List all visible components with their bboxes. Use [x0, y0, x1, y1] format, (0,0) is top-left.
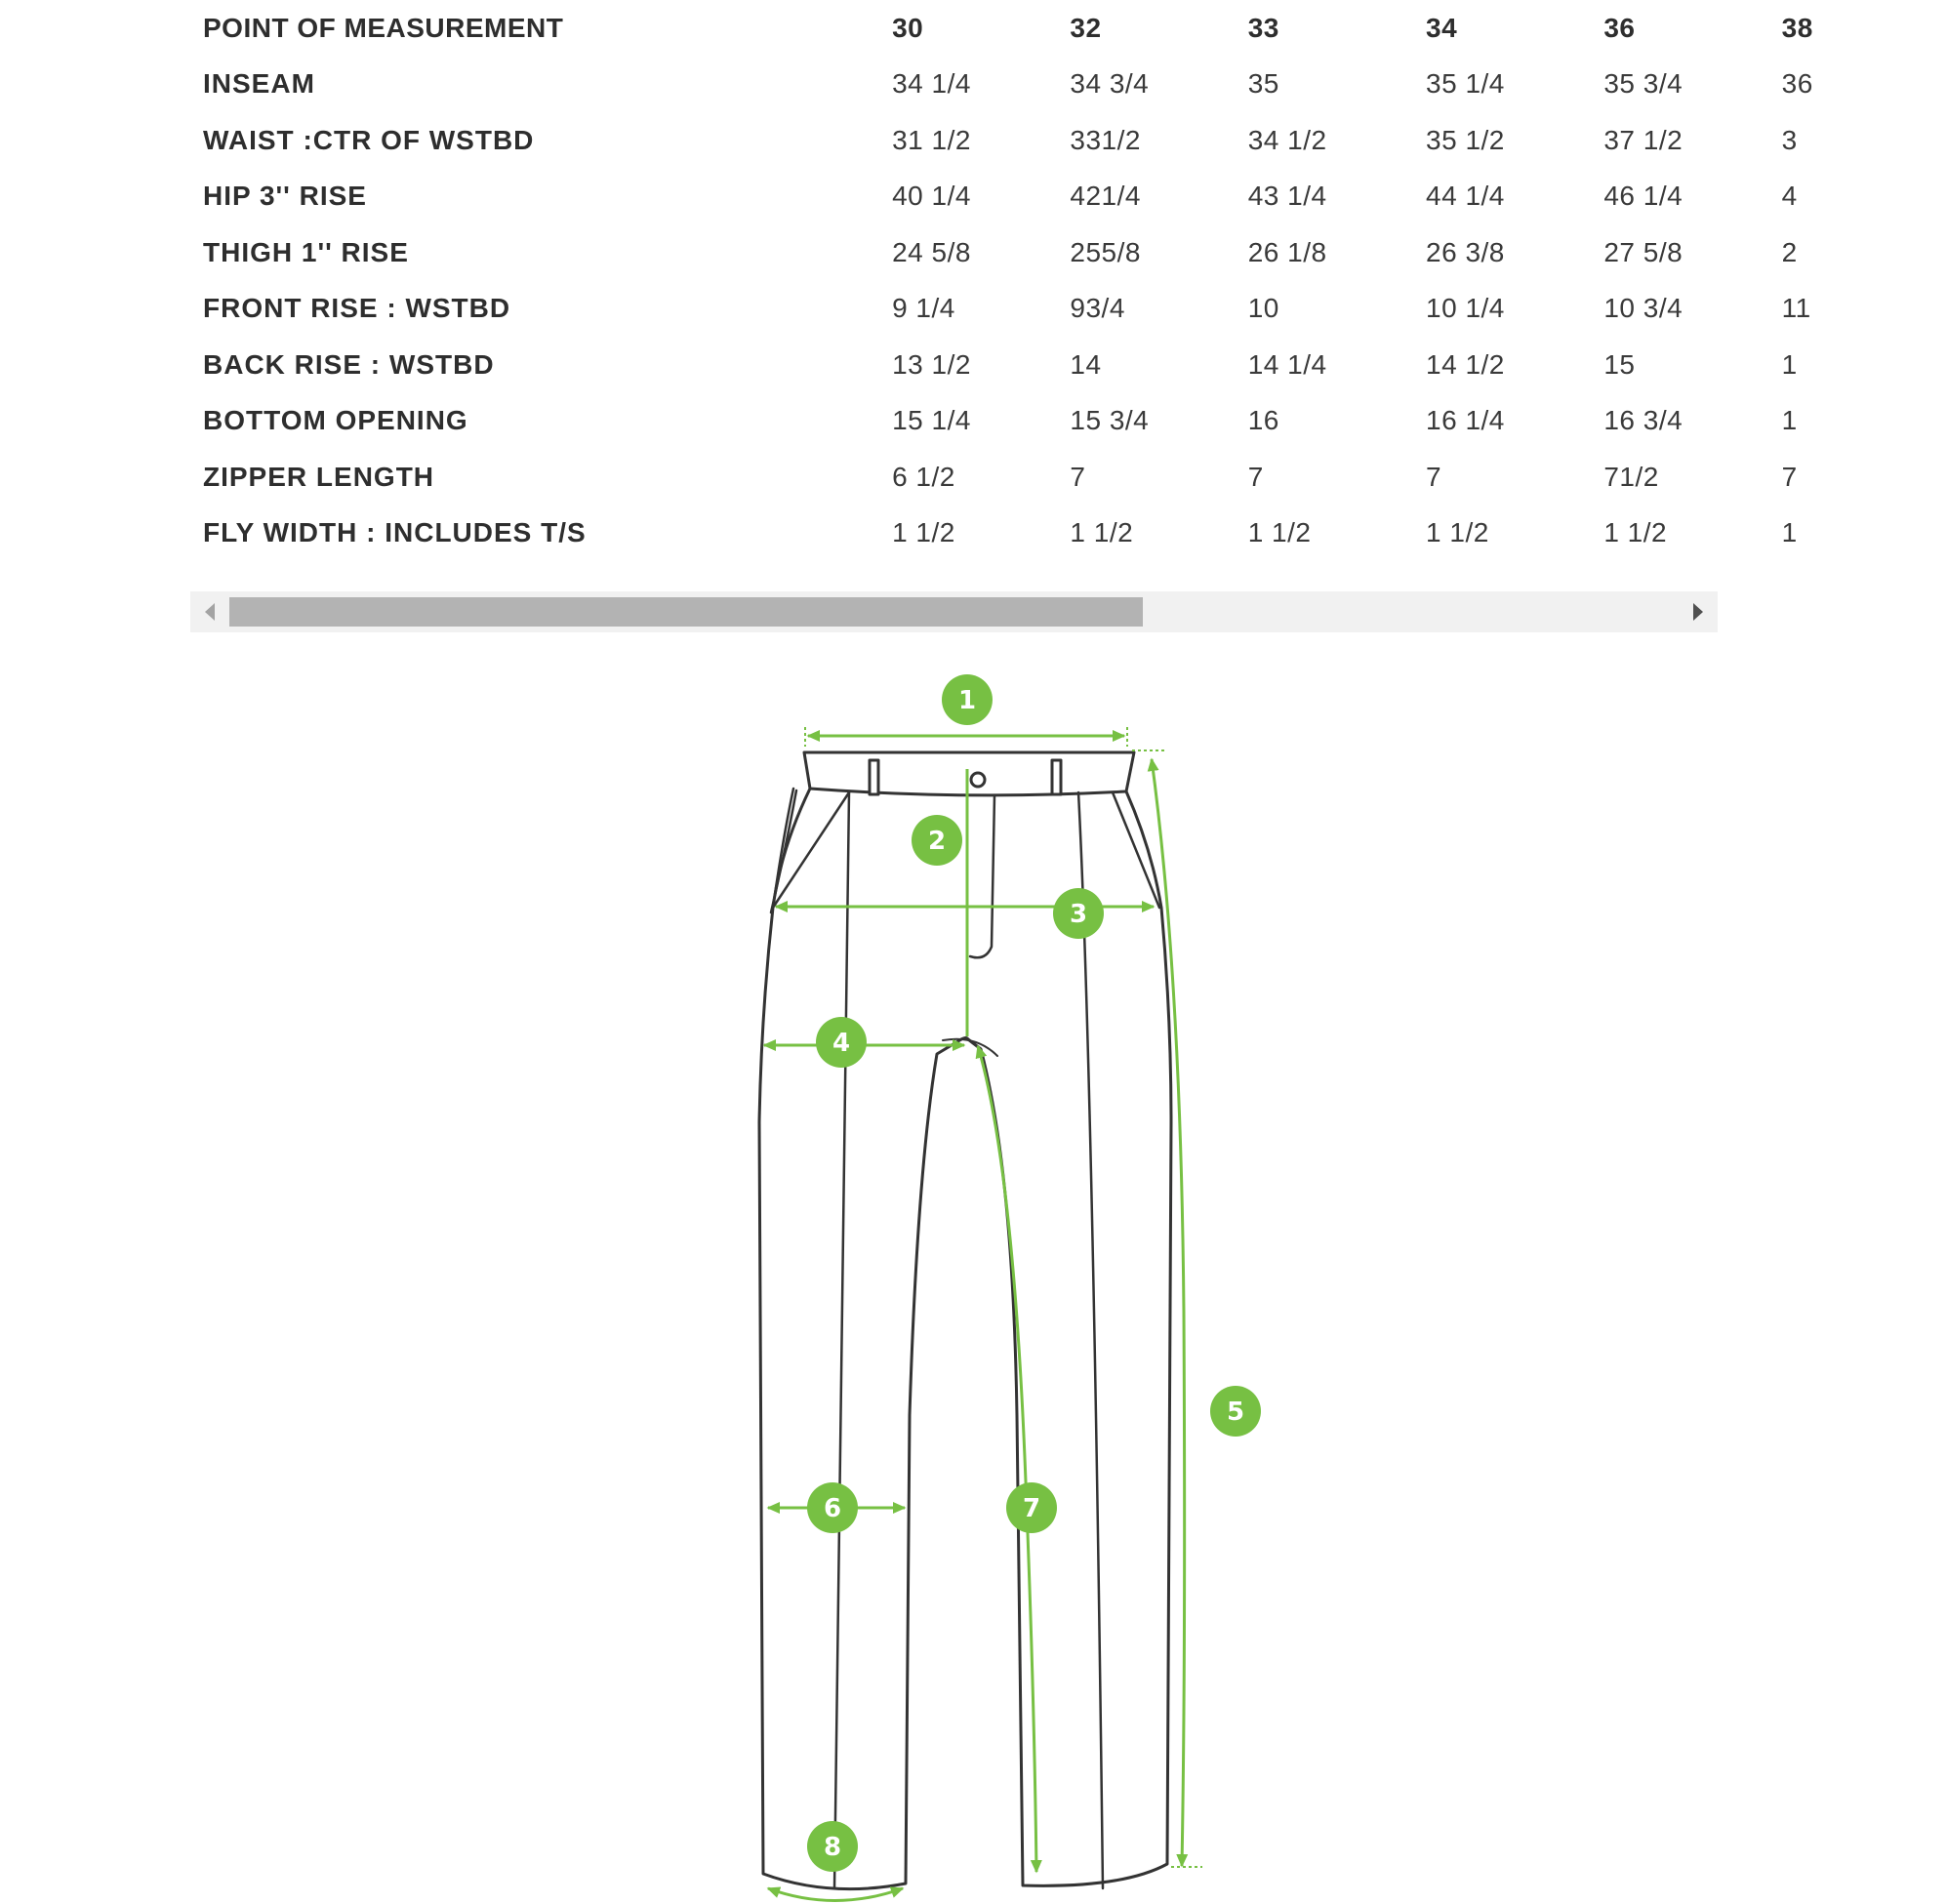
table-row	[190, 337, 1947, 393]
measurement-label: ZIPPER LENGTH	[203, 461, 435, 492]
scroll-left-arrow-icon[interactable]	[190, 591, 229, 632]
marker-3	[1053, 888, 1104, 939]
table-row	[190, 449, 1947, 506]
measurement-value: 27 5/8	[1603, 236, 1683, 267]
measurement-guides	[764, 727, 1202, 1901]
horizontal-scrollbar[interactable]	[190, 591, 1718, 632]
svg-text:6: 6	[823, 1494, 842, 1523]
svg-text:3: 3	[1069, 900, 1088, 929]
scroll-thumb[interactable]	[229, 597, 1143, 627]
marker-4	[816, 1017, 867, 1068]
marker-8	[807, 1821, 858, 1872]
measurement-value: 15	[1603, 348, 1636, 380]
svg-text:8: 8	[823, 1833, 842, 1862]
marker-1	[942, 674, 993, 725]
size-chart	[190, 0, 1813, 636]
table-header-row	[190, 0, 1947, 57]
measurement-value: 26 3/8	[1426, 236, 1505, 267]
measurement-value: 44 1/4	[1426, 181, 1505, 212]
size-header: 30	[892, 12, 924, 43]
size-header: 38	[1781, 12, 1813, 43]
scroll-track[interactable]	[229, 591, 1679, 632]
measurement-value: 1 1/2	[1603, 517, 1668, 548]
measurement-value: 11	[1781, 293, 1811, 324]
measurement-value: 1 1/2	[1247, 517, 1312, 548]
measurement-value: 4	[1781, 181, 1798, 212]
measurement-value: 2	[1781, 236, 1798, 267]
measurement-value: 71/2	[1603, 461, 1659, 492]
measurement-value: 16 3/4	[1603, 405, 1683, 436]
measurement-value: 331/2	[1070, 124, 1141, 155]
measurement-value: 26 1/8	[1247, 236, 1327, 267]
measurement-value: 16	[1247, 405, 1279, 436]
measurement-label: BACK RISE : WSTBD	[203, 348, 495, 380]
pants-outline	[759, 752, 1171, 1889]
measurement-value: 46 1/4	[1603, 181, 1683, 212]
measurement-label: FLY WIDTH : INCLUDES T/S	[203, 517, 587, 548]
table-row	[190, 393, 1947, 450]
measurement-value: 34 1/4	[892, 68, 971, 100]
measurement-value: 36	[1781, 68, 1813, 100]
svg-text:2: 2	[927, 827, 947, 856]
measurement-value: 1	[1781, 348, 1798, 380]
measurement-value: 93/4	[1070, 293, 1125, 324]
measurement-value: 35	[1247, 68, 1279, 100]
measurement-value: 7	[1247, 461, 1264, 492]
measurement-value: 7	[1070, 461, 1086, 492]
size-header: 33	[1247, 12, 1279, 43]
size-header: 32	[1070, 12, 1102, 43]
measurement-value: 34 3/4	[1070, 68, 1150, 100]
table-row	[190, 281, 1947, 338]
measurement-value: 1	[1781, 517, 1798, 548]
measurement-value: 14	[1070, 348, 1102, 380]
svg-text:4: 4	[832, 1029, 851, 1058]
table-row	[190, 169, 1947, 225]
measurement-value: 10 3/4	[1603, 293, 1683, 324]
measurement-value: 13 1/2	[892, 348, 971, 380]
svg-text:7: 7	[1022, 1494, 1041, 1523]
measurement-value: 16 1/4	[1426, 405, 1505, 436]
measurement-label: FRONT RISE : WSTBD	[203, 293, 511, 324]
marker-2	[912, 815, 962, 866]
size-table-viewport[interactable]	[190, 0, 1813, 589]
measurement-value: 15 1/4	[892, 405, 971, 436]
measurement-label: BOTTOM OPENING	[203, 405, 468, 436]
measurement-value: 3	[1781, 124, 1798, 155]
measurement-value: 43 1/4	[1247, 181, 1327, 212]
size-table	[190, 0, 1947, 561]
measurement-label: THIGH 1'' RISE	[203, 236, 409, 267]
measurement-value: 31 1/2	[892, 124, 971, 155]
table-row	[190, 506, 1947, 562]
measurement-value: 421/4	[1070, 181, 1141, 212]
measurement-value: 37 1/2	[1603, 124, 1683, 155]
measurement-label: WAIST :CTR OF WSTBD	[203, 124, 535, 155]
measurement-value: 35 1/2	[1426, 124, 1505, 155]
measurement-value: 255/8	[1070, 236, 1141, 267]
marker-7	[1006, 1482, 1057, 1533]
measurement-value: 6 1/2	[892, 461, 955, 492]
measurement-value: 15 3/4	[1070, 405, 1150, 436]
measurement-value: 35 1/4	[1426, 68, 1505, 100]
svg-text:5: 5	[1226, 1398, 1245, 1427]
table-row	[190, 112, 1947, 169]
table-row	[190, 57, 1947, 113]
size-header: 34	[1426, 12, 1458, 43]
measurement-value: 1 1/2	[1426, 517, 1489, 548]
measurement-value: 14 1/2	[1426, 348, 1505, 380]
measurement-value: 24 5/8	[892, 236, 971, 267]
measurement-value: 1 1/2	[892, 517, 955, 548]
measurement-value: 10 1/4	[1426, 293, 1505, 324]
pom-header: POINT OF MEASUREMENT	[203, 12, 564, 43]
svg-text:1: 1	[957, 686, 977, 715]
table-row	[190, 224, 1947, 281]
measurement-value: 9 1/4	[892, 293, 955, 324]
measurement-label: INSEAM	[203, 68, 315, 100]
measurement-value: 14 1/4	[1247, 348, 1327, 380]
measurement-value: 10	[1247, 293, 1279, 324]
measurement-value: 7	[1781, 461, 1798, 492]
marker-6	[807, 1482, 858, 1533]
measurement-value: 7	[1426, 461, 1442, 492]
measurement-value: 35 3/4	[1603, 68, 1683, 100]
marker-5	[1210, 1386, 1261, 1437]
size-header: 36	[1603, 12, 1636, 43]
measurement-value: 40 1/4	[892, 181, 971, 212]
measurement-label: HIP 3'' RISE	[203, 181, 367, 212]
scroll-right-arrow-icon[interactable]	[1679, 591, 1718, 632]
measurement-value: 1	[1781, 405, 1798, 436]
measurement-value: 1 1/2	[1070, 517, 1134, 548]
measurement-value: 34 1/2	[1247, 124, 1327, 155]
